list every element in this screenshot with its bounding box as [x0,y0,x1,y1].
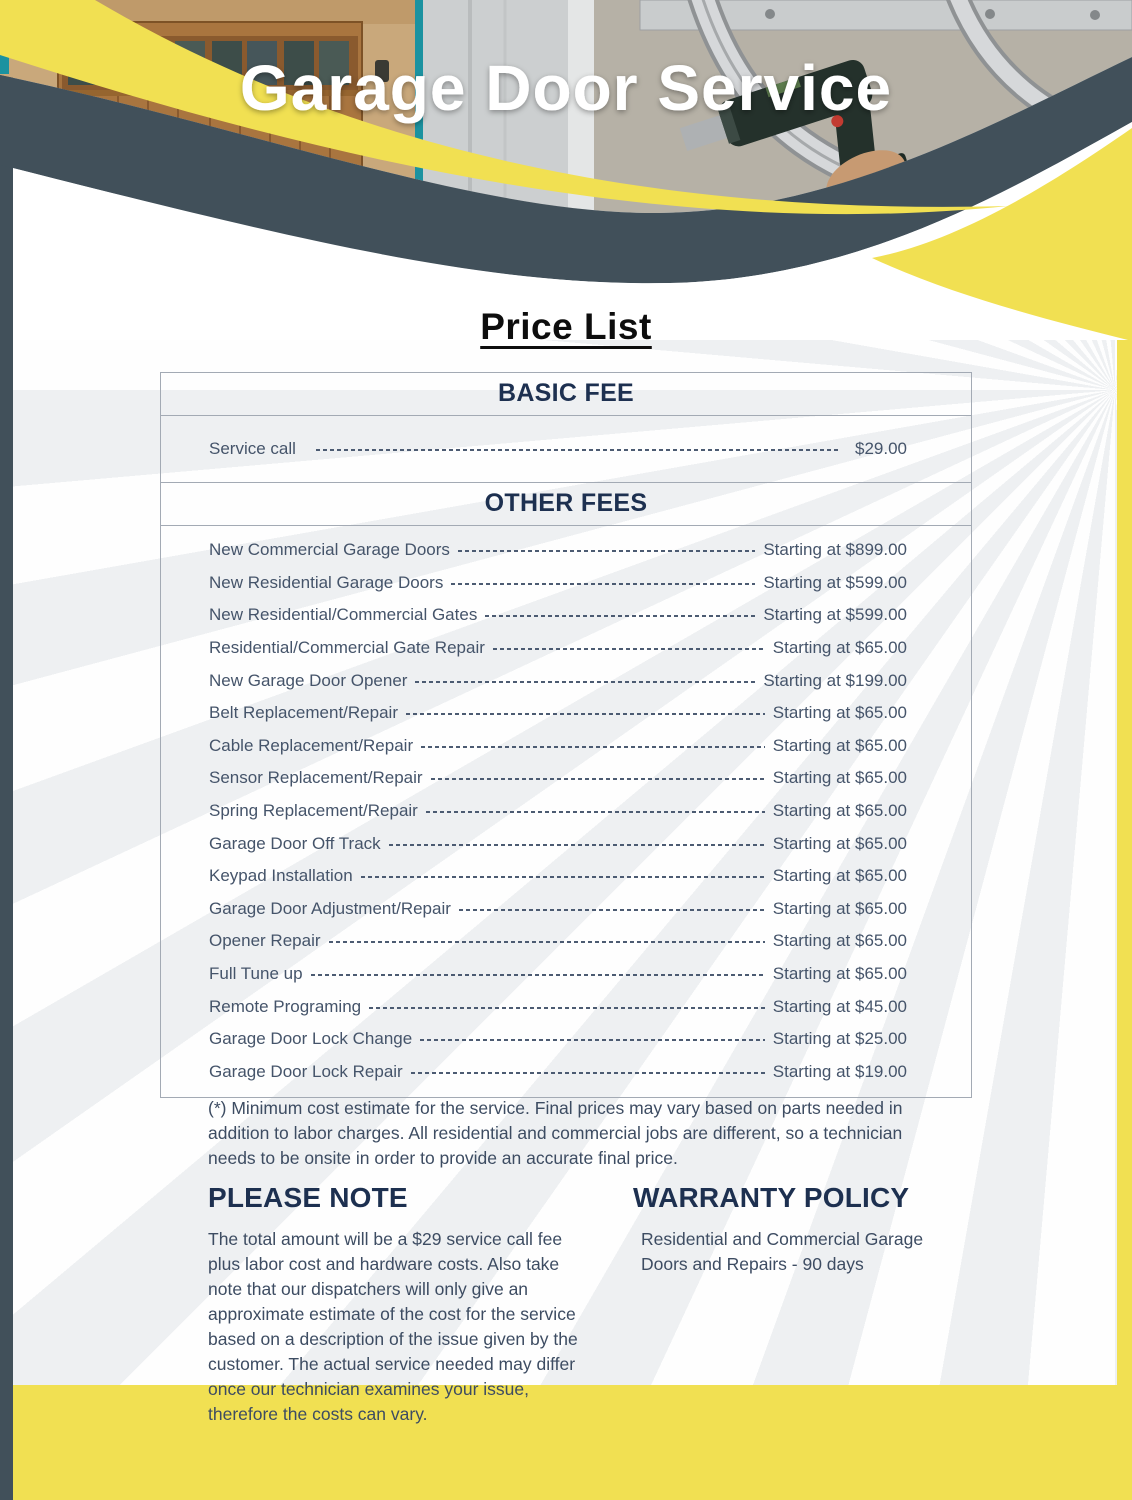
fee-label: Keypad Installation [209,866,353,886]
please-note-body: The total amount will be a $29 service call fee plus labor cost and hardware costs. Also take note that our dispatchers will only give an approximate estimate of the cost for the service based on a description of the issue given by the customer. The actual service needed may differ once our technician examines your issue, therefore the costs can vary. [208,1229,578,1425]
please-note-heading: PLEASE NOTE [208,1182,408,1213]
fee-label: Service call [209,439,296,458]
right-edge-strip [1117,320,1132,1500]
fee-price: Starting at $599.00 [763,572,907,592]
fee-price: Starting at $65.00 [772,638,907,658]
fee-price: Starting at $65.00 [772,735,907,755]
fee-price: Starting at $65.00 [772,768,907,788]
fee-price: Starting at $45.00 [772,996,907,1016]
fee-price: Starting at $25.00 [772,1029,907,1049]
footnote: (*) Minimum cost estimate for the service. Final prices may vary based on parts needed in addition to labor charges. All residential and commercial jobs are different, so a technician needs to be onsite in order to provide an accurate final price. [208,1098,903,1168]
fee-label: Belt Replacement/Repair [209,703,398,723]
fee-label: Full Tune up [209,964,303,984]
fee-price: Starting at $65.00 [772,866,907,886]
fee-label: Garage Door Lock Repair [209,1061,403,1081]
fee-price: Starting at $65.00 [772,964,907,984]
fee-label: Spring Replacement/Repair [209,801,418,821]
header-banner [0,0,1132,340]
fee-price: Starting at $65.00 [772,931,907,951]
warranty-heading: WARRANTY POLICY [633,1182,910,1213]
fee-price: Starting at $65.00 [772,898,907,918]
footer-yellow-band [0,1385,1132,1500]
fee-label: Cable Replacement/Repair [209,735,414,755]
fee-price: Starting at $65.00 [772,833,907,853]
fee-price: Starting at $19.00 [772,1061,907,1081]
fee-label: Opener Repair [209,931,321,951]
header-title: Garage Door Service [239,52,893,124]
fee-section-heading: BASIC FEE [161,373,971,416]
fee-label: Remote Programing [209,996,362,1016]
fee-label: Residential/Commercial Gate Repair [209,638,485,658]
price-list-title: Price List [480,306,652,347]
fee-price: Starting at $65.00 [772,703,907,723]
fee-label: Garage Door Lock Change [209,1029,413,1049]
fee-label: New Residential/Commercial Gates [209,605,478,625]
fee-label: Garage Door Off Track [209,833,381,853]
fee-label: New Garage Door Opener [209,670,408,690]
warranty-body: Residential and Commercial Garage Doors and Repairs - 90 days [641,1229,924,1275]
fee-label: New Commercial Garage Doors [209,540,450,560]
fee-price: $29.00 [855,439,907,458]
fee-section-heading: OTHER FEES [161,482,971,526]
fee-label: New Residential Garage Doors [209,572,444,592]
fee-price: Starting at $65.00 [772,801,907,821]
fee-label: Sensor Replacement/Repair [209,768,423,788]
fee-price: Starting at $199.00 [763,670,907,690]
fee-label: Garage Door Adjustment/Repair [209,898,451,918]
fee-price: Starting at $599.00 [763,605,907,625]
fee-price: Starting at $899.00 [763,540,907,560]
